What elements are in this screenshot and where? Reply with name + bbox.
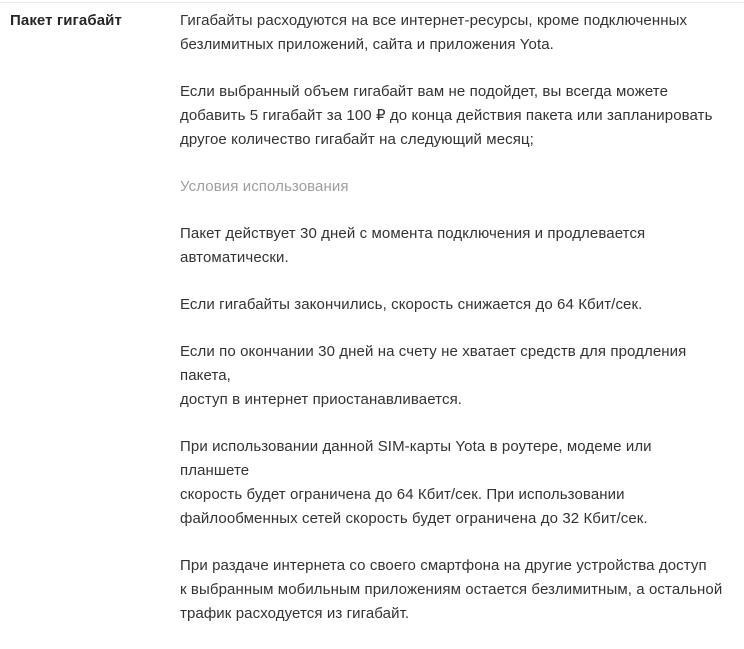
description-paragraph: Если выбранный объем гигабайт вам не подойдет, вы всегда можете добавить 5 гигабайт за 100 ₽ до конца действия пакета или запланировать другое количество гигабайт на следующий месяц; xyxy=(180,83,713,148)
usage-term-paragraph: При раздаче интернета со своего смартфона на другие устройства доступ к выбранным мобильным приложениям остается безлимитным, а остальной трафик расходуется из гигабайт. xyxy=(180,557,723,622)
term-title: Пакет гигабайт xyxy=(10,12,122,29)
tariff-info-page xyxy=(0,2,744,622)
usage-term-paragraph: Пакет действует 30 дней с момента подключения и продлевается автоматически. xyxy=(180,225,646,266)
usage-terms-label: Условия использования xyxy=(180,178,349,195)
usage-term-paragraph: Если по окончании 30 дней на счету не хватает средств для продления пакета, доступ в интернет приостанавливается. xyxy=(180,343,687,408)
definition-column xyxy=(180,9,744,649)
gigabyte-package-row xyxy=(0,2,744,649)
usage-term-paragraph: Если гигабайты закончились, скорость снижается до 64 Кбит/сек. xyxy=(180,296,643,313)
description-paragraph: Гигабайты расходуются на все интернет-ресурсы, кроме подключенных безлимитных приложений, сайта и приложения Yota. xyxy=(180,12,688,53)
term-column xyxy=(0,9,180,33)
usage-term-paragraph: При использовании данной SIM-карты Yota в роутере, модеме или планшете скорость будет ограничена до 64 Кбит/сек. При использовании файлообменных сетей скорость будет ограничена до 32 Кбит/сек. xyxy=(180,438,652,527)
